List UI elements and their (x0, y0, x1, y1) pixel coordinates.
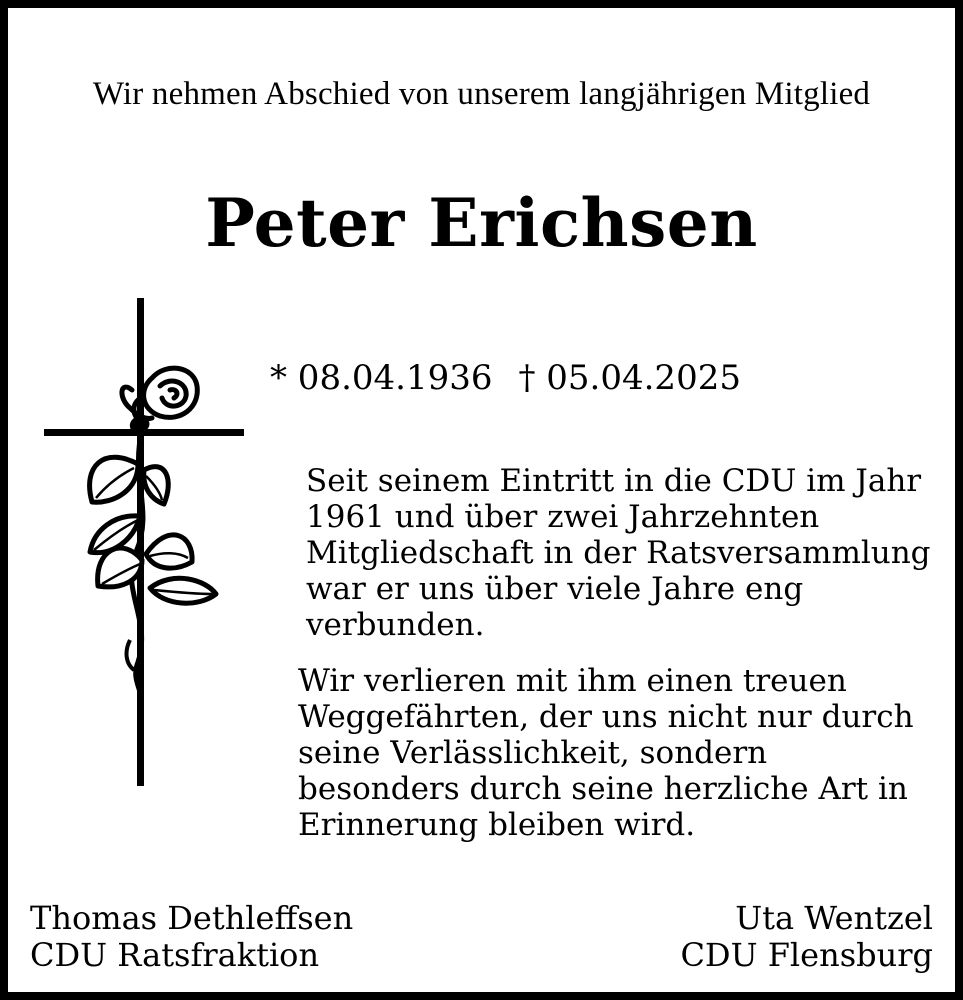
signer-name-right: Uta Wentzel (735, 899, 933, 937)
death-date: † 05.04.2025 (518, 358, 741, 398)
signature-left (30, 900, 353, 974)
deceased-name: Peter Erichsen (205, 184, 758, 262)
signer-org-left: CDU Ratsfraktion (30, 936, 320, 974)
signer-name-left: Thomas Dethleffsen (30, 899, 354, 937)
birth-date: * 08.04.1936 (270, 358, 493, 398)
signer-org-right: CDU Flensburg (680, 936, 933, 974)
signature-right (680, 900, 933, 974)
intro-text: Wir nehmen Abschied von unserem langjährigen Mitglied (92, 76, 871, 112)
tribute-paragraph-1: Seit seinem Eintritt in die CDU im Jahr 1961 und über zwei Jahrzehnten Mitgliedschaft in der Ratsversammlung war er uns über viele Jahre eng verbunden. (306, 463, 931, 643)
tribute-paragraph-2: Wir verlieren mit ihm einen treuen Weggefährten, der uns nicht nur durch seine Verlässlichkeit, sondern besonders durch seine herzliche Art in Erinnerung bleiben wird. (298, 663, 914, 843)
cross-with-rose-icon (34, 290, 254, 794)
life-dates (270, 358, 741, 398)
